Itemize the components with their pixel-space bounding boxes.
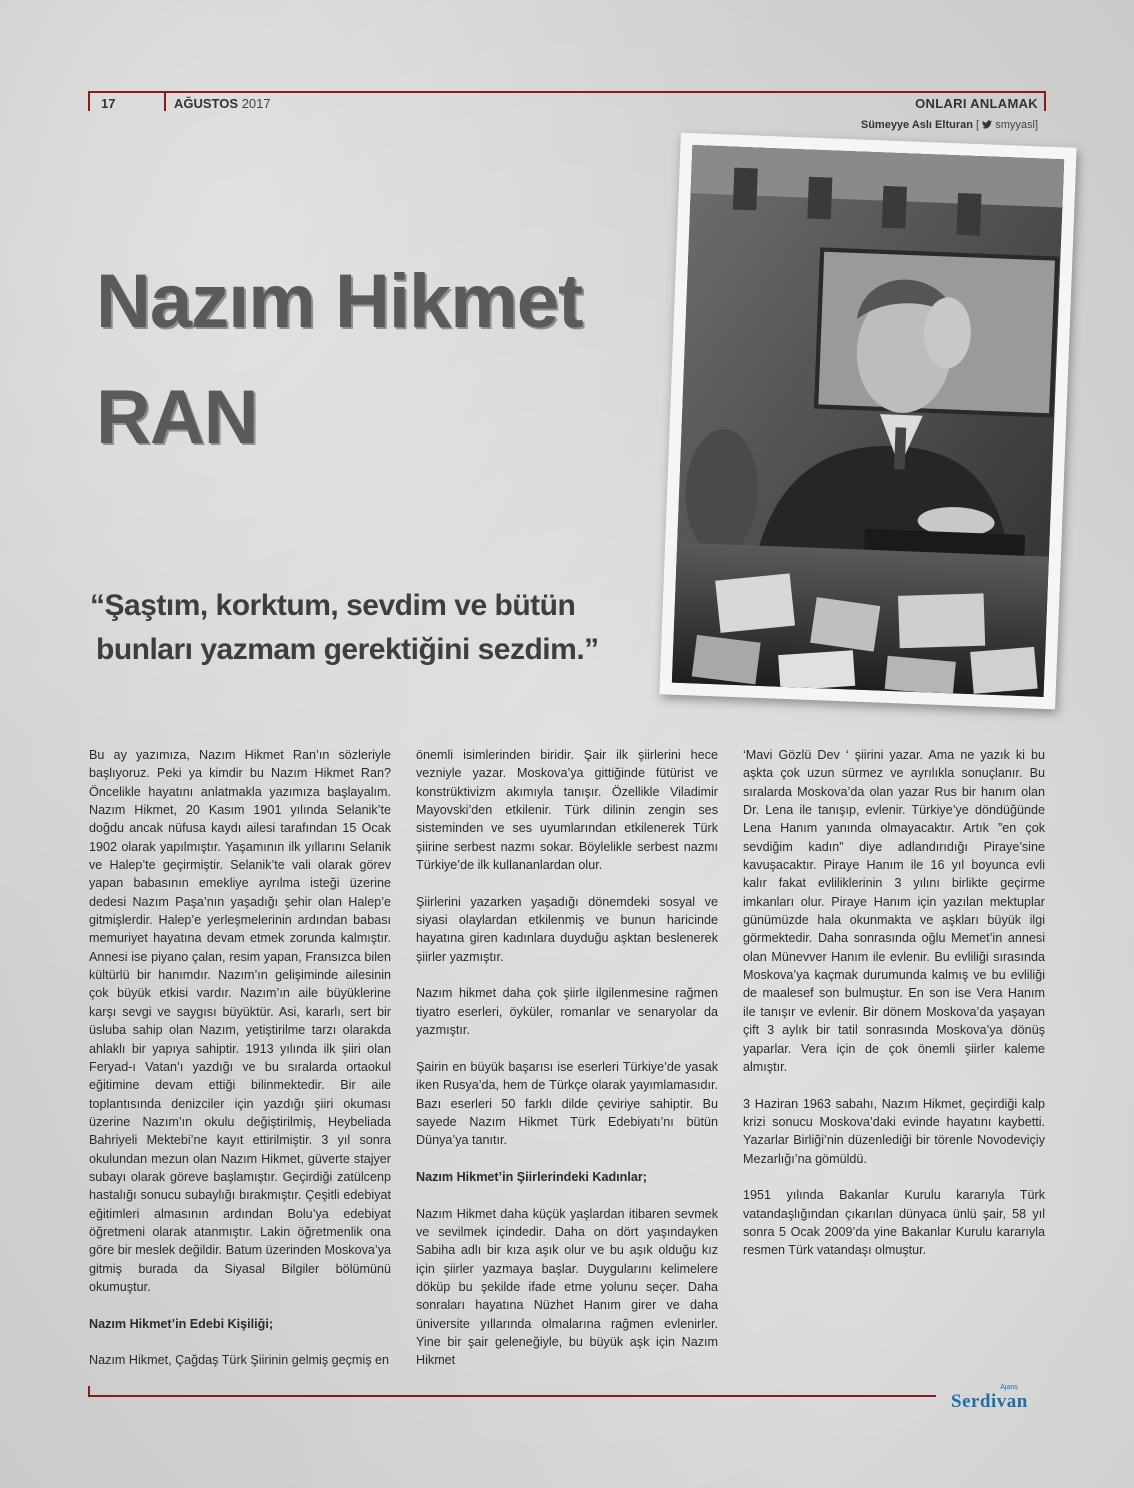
- pull-quote: [90, 584, 650, 672]
- paragraph: ‘Mavi Gözlü Dev ‘ şiirini yazar. Ama ne yazık ki bu aşkta çok uzun sürmez ve ayrılıkla sonuçlanır. Bu sıralarda Moskova’da olan yazar Rus bir hanım olan Dr. Lena ile tanışıp, evlenir. Türkiye’ye döndüğünde Lena Hanım yanında olmayacaktır. Artık ”en çok sevdiğim kadın” diye adlandırıdığı Piraye’sine kavuşacaktır. Piraye Hanım ile 16 yıl boyunca evli kalır fakat evliliklerinin 3 yılını birlikte geçirme imkanları olur. Piraye Hanım için yazılan mektuplar günümüzde hala okunmakta ve aşkları büyük ilgi görmektedir. Daha sonrasında oğlu Memet’in annesi olan Münevver Hanım ile evlenir. Bu evliliği sırasında Moskova’ya kaçmak durumunda kalmış ve bu evliliği de maalesef son bulmuştur. En son ise Vera Hanım ile tanışır ve evlenir. Bir dönem Moskova’da yaşayan çift 3 aylık bir tatil sonrasında Moskova’ya dönüş yaparlar. Vera için de çok önemli şiirler kaleme almıştır.: [743, 748, 1045, 1074]
- publisher-logo: [951, 1384, 1047, 1413]
- logo-small-text: Ajans: [1000, 1384, 1018, 1391]
- author-name: Sümeyye Aslı Elturan: [860, 119, 973, 131]
- paragraph: Nazım hikmet daha çok şiirle ilgilenmesine rağmen tiyatro eserleri, öyküler, romanlar ve senaryolar da yazmıştır.: [416, 986, 718, 1038]
- paragraph: Şiirlerini yazarken yaşadığı dönemdeki sosyal ve siyasi olaylardan etkilenmiş ve bunun haricinde hayatına giren kadınlara duyduğu aşktan beslenerek şiirler yazmıştır.: [416, 894, 718, 964]
- article-column-1: [89, 746, 391, 1388]
- paragraph: önemli isimlerinden biridir. Şair ilk şiirlerini hece vezniyle yazar. Moskova’ya gittiğinde fütürist ve konstrüktivizm akımıyla tanışır. Özellikle Viladimir Mayovski’den etkilenir. Türk dilinin zengin ses sisteminden ve ses uyumlarından etkilenerek Türk şiirine serbest nazmı sokar. Böylelikle serbest nazmı Türkiye’de ilk kullananlardan olur.: [416, 748, 718, 873]
- subheading-women-in-poems: Nazım Hikmet’in Şiirlerindeki Kadınlar;: [416, 1169, 647, 1184]
- title-line-1: Nazım Hikmet: [96, 259, 583, 344]
- paragraph: Nazım Hikmet daha küçük yaşlardan itibaren sevmek ve sevilmek içindedir. Daha on dört yaşındayken Sabiha adlı bir kıza aşık olur ve bu aşık olduğu kız için şiirler yazmaya başlar. Duygularını kelimelere döküp bu şekilde ifade etme yolunu seçer. Daha sonraları hayatına Nüzhet Hanım girer ve daha üniversite yıllarında olmalarına rağmen evlenirler. Yine bir şair geleneğiyle, bu büyük aşk için Nazım Hikmet: [416, 1206, 718, 1368]
- author-line: Sümeyye Aslı Elturan [ smyyasl]: [860, 119, 1038, 131]
- paragraph: Şairin en büyük başarısı ise eserleri Türkiye’de yasak iken Rusya’da, hem de Türkçe olarak yayımlamasıdır. Bazı eserleri 50 farklı dilde çeviriye sahiptir. Bu sayede Nazım Hikmet Türk Edebiyatı’nı bütün Dünya’ya tanıtır.: [416, 1059, 718, 1148]
- portrait-photo: [672, 145, 1064, 697]
- article-column-3: [743, 746, 1045, 1278]
- issue-year: 2017: [241, 96, 271, 111]
- twitter-handle: smyyasl: [995, 119, 1035, 131]
- quote-line-2: bunları yazmam gerektiğini sezdim.”: [96, 633, 599, 666]
- issue-month: AĞUSTOS: [174, 96, 239, 111]
- paragraph: 1951 yılında Bakanlar Kurulu kararıyla Türk vatandaşlığından çıkarılan dünyaca ünlü şair, 58 yıl sonra 5 Ocak 2009’da yine Bakanlar Kurulu kararıyla resmen Türk vatandaşı olmuştur.: [743, 1188, 1045, 1258]
- paragraph: 3 Haziran 1963 sabahı, Nazım Hikmet, geçirdiği kalp krizi sonucu Moskova’daki evinde hayatını kaybetti. Yazarlar Birliği’nin düzenlediği bir törenle Novodeviçiy Mezarlığı’na gömüldü.: [743, 1096, 1045, 1166]
- header-tick-mid: [164, 91, 166, 111]
- issue-date: [174, 96, 271, 111]
- logo-main-text: Serdivan: [951, 1391, 1028, 1412]
- header-tick-right: [1044, 91, 1046, 111]
- header-rule: [88, 91, 1046, 93]
- article-column-2: [416, 746, 718, 1388]
- section-title: ONLARI ANLAMAK: [915, 96, 1038, 111]
- twitter-icon: [982, 120, 992, 129]
- footer-rule: [88, 1395, 936, 1397]
- paragraph: Nazım Hikmet, Çağdaş Türk Şiirinin gelmiş geçmiş en: [89, 1353, 390, 1368]
- portrait-photo-icon: [672, 145, 1064, 697]
- paragraph: Bu ay yazımıza, Nazım Hikmet Ran’ın sözleriyle başlıyoruz. Peki ya kimdir bu Nazım Hikmet Ran? Öncelikle hayatını anlatmakla yazımıza başlayalım. Nazım Hikmet, 20 Kasım 1901 yılında Selanik’te doğdu ancak nüfusa kaydı ailesi tarafından 15 Ocak 1902 olarak yapılmıştır. Yaşamının ilk yıllarını Selanik ve Halep’te geçirmiştir. Selanik’te vali olarak görev yapan babasının emekliye ayrılma isteği üzerine dedesi Nazım Paşa’nın yaşadığı şehir olan Halep’e gitmişlerdir. Halep’e yerleşmelerinin ardından babası memuriyet hayatına devam etmek zorunda kalmıştır. Annesi ise piyano çalan, resim yapan, Fransızca bilen kültürlü bir hanımdır. Nazım’ın gelişiminde ailesinin çok büyük etkisi vardır. Nazım’ın aile büyüklerine karşı sevgi ve saygısı büyüktür. Asi, kararlı, sert bir üsluba sahip olan Nazım, yetiştirilme tarzı olarakda ahlaklı bir yapıya sahiptir. 1913 yılında ilk şiiri olan Feryad-ı Vatan’ı yazdığı ve bu sıralarda ortaokul eğitimine devam ettiği bilinmektedir. Bir aile toplantısında denizciler için yazdığı şiiri okuması üzerine Nazım’ın okulu değiştirilmiş, Heybeliada Bahriyeli Mektebi’ne kayıt ettirilmiştir. 3 yıl sonra okulundan mezun olan Nazım Hikmet, güverte stajyer subayı olarak göreve başlamıştır. Geçirdiği zatülcenp hastalığı sonucu subaylığı bırakmıştır. Çeşitli edebiyat eğitimleri almasının ardından Bolu’ya edebiyat öğretmeni olarak atanmıştır. Lakin öğretmenlik ona göre bir meslek değildir. Batum üzerinden Moskova’ya gitmiş burada da Siyasal Bilgiler bölümünü okumuştur.: [89, 748, 391, 1294]
- quote-line-1: “Şaştım, korktum, sevdim ve bütün: [90, 589, 576, 622]
- title-line-2: RAN: [96, 375, 258, 460]
- header-tick-left: [88, 91, 90, 111]
- subheading-literary-personality: Nazım Hikmet’in Edebi Kişiliği;: [89, 1316, 274, 1331]
- page-number: 17: [101, 96, 116, 111]
- portrait-photo-frame: [659, 133, 1076, 710]
